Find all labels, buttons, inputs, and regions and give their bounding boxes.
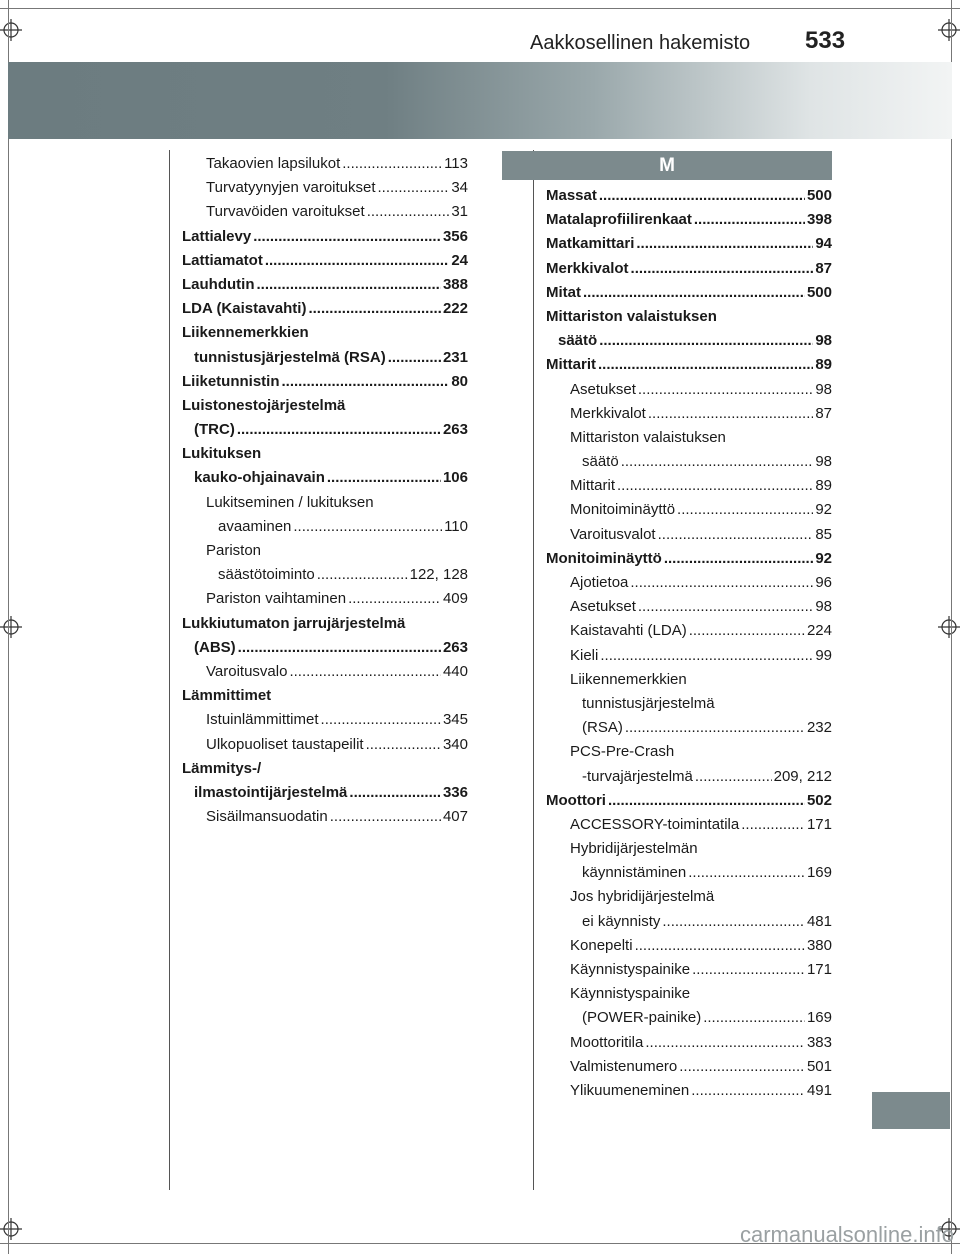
- registration-mark-icon: [938, 616, 960, 638]
- index-entry-text: (TRC): [194, 421, 235, 439]
- leader-dots: [625, 716, 805, 740]
- leader-dots: [282, 370, 450, 394]
- index-entry-text: Kaistavahti (LDA): [570, 622, 687, 640]
- index-entry-page: 87: [815, 259, 832, 277]
- index-entry: [182, 515, 468, 539]
- leader-dots: [378, 176, 450, 200]
- index-entry-page: 340: [442, 735, 468, 753]
- index-entry-page: 380: [806, 936, 832, 954]
- leader-dots: [600, 644, 813, 668]
- index-entry-text: (RSA): [582, 719, 623, 737]
- index-entry-page: 87: [815, 404, 832, 422]
- index-entry-page: 24: [451, 251, 468, 269]
- index-entry-text: Liikennemerkkien: [570, 670, 687, 688]
- leader-dots: [662, 910, 805, 934]
- leader-dots: [599, 184, 805, 208]
- index-entry-page: 99: [815, 646, 832, 664]
- index-entry: [182, 563, 468, 587]
- index-entry-page: 96: [815, 574, 832, 591]
- leader-dots: [366, 733, 441, 757]
- leader-dots: [638, 595, 813, 619]
- index-entry: [546, 934, 832, 958]
- index-entry-text: Istuinlämmittimet: [206, 711, 319, 729]
- index-entry-text: ilmastointijärjestelmä: [194, 783, 348, 801]
- index-entry-text: Mittarit: [546, 356, 596, 374]
- chapter-tab: [872, 1092, 950, 1129]
- index-entry: [182, 733, 468, 757]
- index-entry-text: Lämmittimet: [182, 687, 272, 705]
- index-entry-text: Lukitseminen / lukituksen: [206, 493, 374, 511]
- index-entry: [546, 982, 832, 1006]
- leader-dots: [630, 571, 813, 595]
- index-entry: [546, 208, 832, 232]
- index-entry: [182, 491, 468, 515]
- index-entry-text: Lukituksen: [182, 445, 262, 463]
- index-entry: [546, 305, 832, 329]
- index-entry: [546, 765, 832, 789]
- index-entry-text: Valmistenumero: [570, 1057, 678, 1075]
- index-entry-text: Jos hybridijärjestelmä: [570, 888, 715, 906]
- index-entry-page: 169: [806, 1009, 832, 1027]
- index-entry: [546, 619, 832, 643]
- index-entry-page: 89: [815, 356, 832, 374]
- watermark: carmanualsonline.info: [739, 1222, 954, 1247]
- index-entry-text: Moottori: [546, 791, 606, 809]
- index-entry-text: ei käynnisty: [582, 912, 661, 930]
- index-entry-text: Pariston: [206, 542, 262, 559]
- index-entry: [546, 450, 832, 474]
- index-entry-text: Mittarit: [570, 477, 615, 495]
- leader-dots: [598, 353, 813, 377]
- leader-dots: [692, 958, 805, 982]
- index-entry-page: 336: [442, 783, 468, 801]
- index-entry-text: Liiketunnistin: [182, 372, 280, 390]
- index-entry: [546, 547, 832, 571]
- column-divider: [533, 150, 534, 1190]
- index-entry-text: Takaovien lapsilukot: [206, 155, 341, 172]
- leader-dots: [617, 474, 813, 498]
- index-entry: [546, 353, 832, 377]
- leader-dots: [689, 619, 805, 643]
- index-entry-page: 113: [444, 155, 468, 172]
- leader-dots: [658, 523, 814, 547]
- page-header: [0, 0, 960, 60]
- index-entry: [546, 184, 832, 208]
- index-entry: [546, 474, 832, 498]
- index-entry-text: Käynnistyspainike: [570, 961, 691, 978]
- index-entry-text: Matalaprofiilirenkaat: [546, 211, 692, 229]
- leader-dots: [648, 402, 813, 426]
- leader-dots: [631, 257, 814, 281]
- index-entry: [546, 813, 832, 837]
- index-entry-page: 231: [442, 348, 468, 366]
- leader-dots: [608, 789, 805, 813]
- index-entry: [546, 1031, 832, 1055]
- crop-line: [951, 0, 952, 1254]
- index-entry-text: Matkamittari: [546, 235, 635, 253]
- index-entry-text: säästötoiminto: [218, 566, 315, 584]
- index-entry-page: 388: [442, 275, 468, 293]
- index-entry-text: Moottoritila: [570, 1033, 644, 1051]
- index-entry-text: tunnistusjärjestelmä: [582, 694, 715, 712]
- leader-dots: [741, 813, 805, 837]
- leader-dots: [645, 1031, 805, 1055]
- index-entry-text: Kieli: [570, 646, 599, 664]
- index-entry-page: 407: [442, 808, 468, 826]
- leader-dots: [636, 232, 813, 256]
- section-letter-heading: M: [502, 151, 832, 180]
- leader-dots: [253, 225, 441, 249]
- index-entry: [182, 805, 468, 829]
- index-entry-page: 383: [806, 1033, 832, 1051]
- index-entry: [546, 1055, 832, 1079]
- index-entry-text: ACCESSORY-toimintatila: [570, 815, 740, 833]
- index-entry: [546, 281, 832, 305]
- leader-dots: [583, 281, 805, 305]
- index-entry-text: Merkkivalot: [570, 404, 646, 422]
- index-entry: [182, 225, 468, 249]
- index-entry-text: Lattialevy: [182, 227, 252, 245]
- index-entry: [546, 378, 832, 402]
- leader-dots: [694, 208, 805, 232]
- leader-dots: [677, 498, 813, 522]
- index-entry-text: Monitoiminäyttö: [570, 501, 676, 519]
- index-entry-text: avaaminen: [218, 517, 292, 535]
- index-entry: [182, 660, 468, 684]
- index-entry: [182, 684, 468, 708]
- leader-dots: [265, 249, 449, 273]
- index-entry-text: tunnistusjärjestelmä (RSA): [194, 348, 386, 366]
- index-entry-page: 502: [806, 791, 832, 809]
- index-entry: [182, 612, 468, 636]
- leader-dots: [638, 378, 813, 402]
- leader-dots: [289, 660, 441, 684]
- index-entry: [546, 692, 832, 716]
- leader-dots: [321, 708, 441, 732]
- index-entry: [546, 644, 832, 668]
- index-entry-text: (ABS): [194, 638, 236, 656]
- index-entry: [546, 668, 832, 692]
- index-entry-page: 345: [442, 711, 468, 729]
- leader-dots: [695, 765, 772, 789]
- index-entry-page: 31: [451, 203, 468, 221]
- index-entry-page: 501: [806, 1057, 832, 1075]
- index-entry-text: Liikennemerkkien: [182, 324, 309, 342]
- index-entry-text: Lämmitys-/: [182, 759, 262, 777]
- index-entry-page: 98: [815, 453, 832, 471]
- index-entry-text: Mittariston valaistuksen: [570, 428, 726, 446]
- index-entry: [546, 257, 832, 281]
- index-entry-text: käynnistäminen: [582, 864, 687, 882]
- index-entry-text: Lukkiutumaton jarrujärjestelmä: [182, 614, 406, 632]
- index-entry: [182, 442, 468, 466]
- leader-dots: [342, 152, 442, 176]
- index-entry: [182, 249, 468, 273]
- leader-dots: [367, 200, 450, 224]
- index-entry: [546, 523, 832, 547]
- leader-dots: [317, 563, 408, 587]
- index-entry: [182, 636, 468, 660]
- index-entry: [182, 708, 468, 732]
- index-entry: [546, 789, 832, 813]
- index-entry: [546, 885, 832, 909]
- leader-dots: [691, 1079, 805, 1103]
- leader-dots: [621, 450, 814, 474]
- index-entry-text: Massat: [546, 187, 597, 204]
- leader-dots: [664, 547, 813, 571]
- index-entry-page: 85: [815, 525, 832, 543]
- index-entry-page: 481: [806, 912, 832, 930]
- column-divider: [169, 150, 170, 1190]
- index-entry: [182, 781, 468, 805]
- leader-dots: [327, 466, 441, 490]
- index-column-left: [182, 152, 468, 829]
- index-entry-text: -turvajärjestelmä: [582, 767, 693, 785]
- index-entry-text: Käynnistyspainike: [570, 985, 691, 1003]
- index-entry-text: Varoitusvalot: [570, 525, 656, 543]
- leader-dots: [293, 515, 442, 539]
- index-entry: [182, 152, 468, 176]
- index-entry-page: 80: [451, 372, 468, 390]
- registration-mark-icon: [0, 1218, 22, 1240]
- index-entry-text: LDA (Kaistavahti): [182, 300, 307, 318]
- index-entry: [182, 394, 468, 418]
- index-entry-page: 92: [815, 501, 832, 519]
- index-entry: [546, 716, 832, 740]
- leader-dots: [237, 418, 441, 442]
- index-entry-text: Mittariston valaistuksen: [546, 307, 717, 325]
- index-entry-text: Ajotietoa: [570, 574, 629, 591]
- index-entry-text: Monitoiminäyttö: [546, 549, 662, 567]
- index-entry-page: 171: [806, 961, 832, 978]
- index-entry: [182, 418, 468, 442]
- index-entry-text: (POWER-painike): [582, 1009, 702, 1027]
- leader-dots: [679, 1055, 805, 1079]
- index-entry-text: säätö: [582, 453, 619, 471]
- index-entry-text: Hybridijärjestelmän: [570, 840, 698, 858]
- index-entry-text: Pariston vaihtaminen: [206, 590, 347, 608]
- index-entry: [182, 273, 468, 297]
- index-entry: [546, 1079, 832, 1103]
- leader-dots: [308, 297, 441, 321]
- registration-mark-icon: [0, 616, 22, 638]
- index-entry-page: 34: [451, 179, 468, 197]
- index-entry: [546, 861, 832, 885]
- index-entry-text: PCS-Pre-Crash: [570, 743, 675, 761]
- index-entry-page: 222: [442, 300, 468, 318]
- index-entry: [546, 498, 832, 522]
- index-entry: [546, 595, 832, 619]
- index-entry-page: 94: [815, 235, 832, 253]
- index-entry: [546, 426, 832, 450]
- index-entry-page: 500: [806, 187, 832, 204]
- index-entry-text: Turvavöiden varoitukset: [206, 203, 365, 221]
- leader-dots: [348, 587, 441, 611]
- page-number: 533: [805, 27, 846, 54]
- index-entry: [182, 297, 468, 321]
- header-banner: [8, 62, 952, 139]
- index-entry-page: 356: [442, 227, 468, 245]
- leader-dots: [238, 636, 441, 660]
- index-entry: [182, 587, 468, 611]
- index-entry-page: 409: [442, 590, 468, 608]
- index-entry-page: 500: [806, 283, 832, 301]
- page-title: Aakkosellinen hakemisto: [530, 32, 751, 54]
- leader-dots: [330, 805, 441, 829]
- index-entry-text: Varoitusvalo: [206, 662, 288, 680]
- crop-line: [8, 0, 9, 1254]
- index-entry-text: Turvatyynyjen varoitukset: [206, 179, 376, 197]
- index-entry-page: 98: [815, 598, 832, 616]
- index-entry: [546, 910, 832, 934]
- index-entry: [546, 402, 832, 426]
- index-entry: [546, 837, 832, 861]
- index-column-right: [546, 184, 832, 1103]
- index-entry-text: Konepelti: [570, 936, 633, 954]
- index-entry-page: 398: [806, 211, 832, 229]
- index-entry-page: 263: [442, 638, 468, 656]
- leader-dots: [349, 781, 441, 805]
- index-entry-text: Merkkivalot: [546, 259, 629, 277]
- index-entry-page: 491: [806, 1081, 832, 1099]
- index-entry: [546, 232, 832, 256]
- index-entry-page: 92: [815, 549, 832, 567]
- index-entry-page: 98: [815, 332, 832, 350]
- index-entry-text: Mitat: [546, 283, 581, 301]
- index-entry-page: 171: [806, 815, 832, 833]
- index-entry-page: 122, 128: [409, 566, 468, 584]
- index-entry: [182, 176, 468, 200]
- index-entry-page: 98: [815, 380, 832, 398]
- index-entry-text: Lauhdutin: [182, 275, 255, 293]
- index-entry-text: Asetukset: [570, 598, 636, 616]
- index-entry-text: Sisäilmansuodatin: [206, 808, 328, 826]
- index-entry-page: 169: [806, 864, 832, 882]
- index-entry-page: 89: [815, 477, 832, 495]
- index-entry-text: Ylikuumeneminen: [570, 1081, 690, 1099]
- index-entry-text: Lattiamatot: [182, 251, 263, 269]
- index-entry: [182, 321, 468, 345]
- index-entry: [546, 1006, 832, 1030]
- index-entry: [182, 539, 468, 563]
- index-entry: [546, 740, 832, 764]
- leader-dots: [388, 346, 441, 370]
- index-entry-page: 224: [806, 622, 832, 640]
- index-entry: [182, 346, 468, 370]
- index-entry-page: 232: [806, 719, 832, 737]
- index-entry-text: Ulkopuoliset taustapeilit: [206, 735, 364, 753]
- leader-dots: [688, 861, 805, 885]
- leader-dots: [703, 1006, 805, 1030]
- index-entry-text: säätö: [558, 332, 598, 350]
- index-entry-page: 209, 212: [773, 767, 832, 785]
- index-entry: [182, 370, 468, 394]
- index-entry: [182, 200, 468, 224]
- index-entry: [546, 329, 832, 353]
- index-entry-page: 110: [444, 517, 468, 535]
- index-entry: [182, 757, 468, 781]
- index-entry-page: 106: [442, 469, 468, 487]
- index-entry: [182, 466, 468, 490]
- index-entry-page: 263: [442, 421, 468, 439]
- leader-dots: [256, 273, 440, 297]
- index-entry-text: kauko-ohjainavain: [194, 469, 325, 487]
- index-entry-text: Asetukset: [570, 380, 636, 398]
- index-entry-page: 440: [442, 662, 468, 680]
- index-entry-text: Luistonestojärjestelmä: [182, 396, 346, 414]
- leader-dots: [599, 329, 813, 353]
- leader-dots: [635, 934, 805, 958]
- index-entry: [546, 958, 832, 982]
- index-entry: [546, 571, 832, 595]
